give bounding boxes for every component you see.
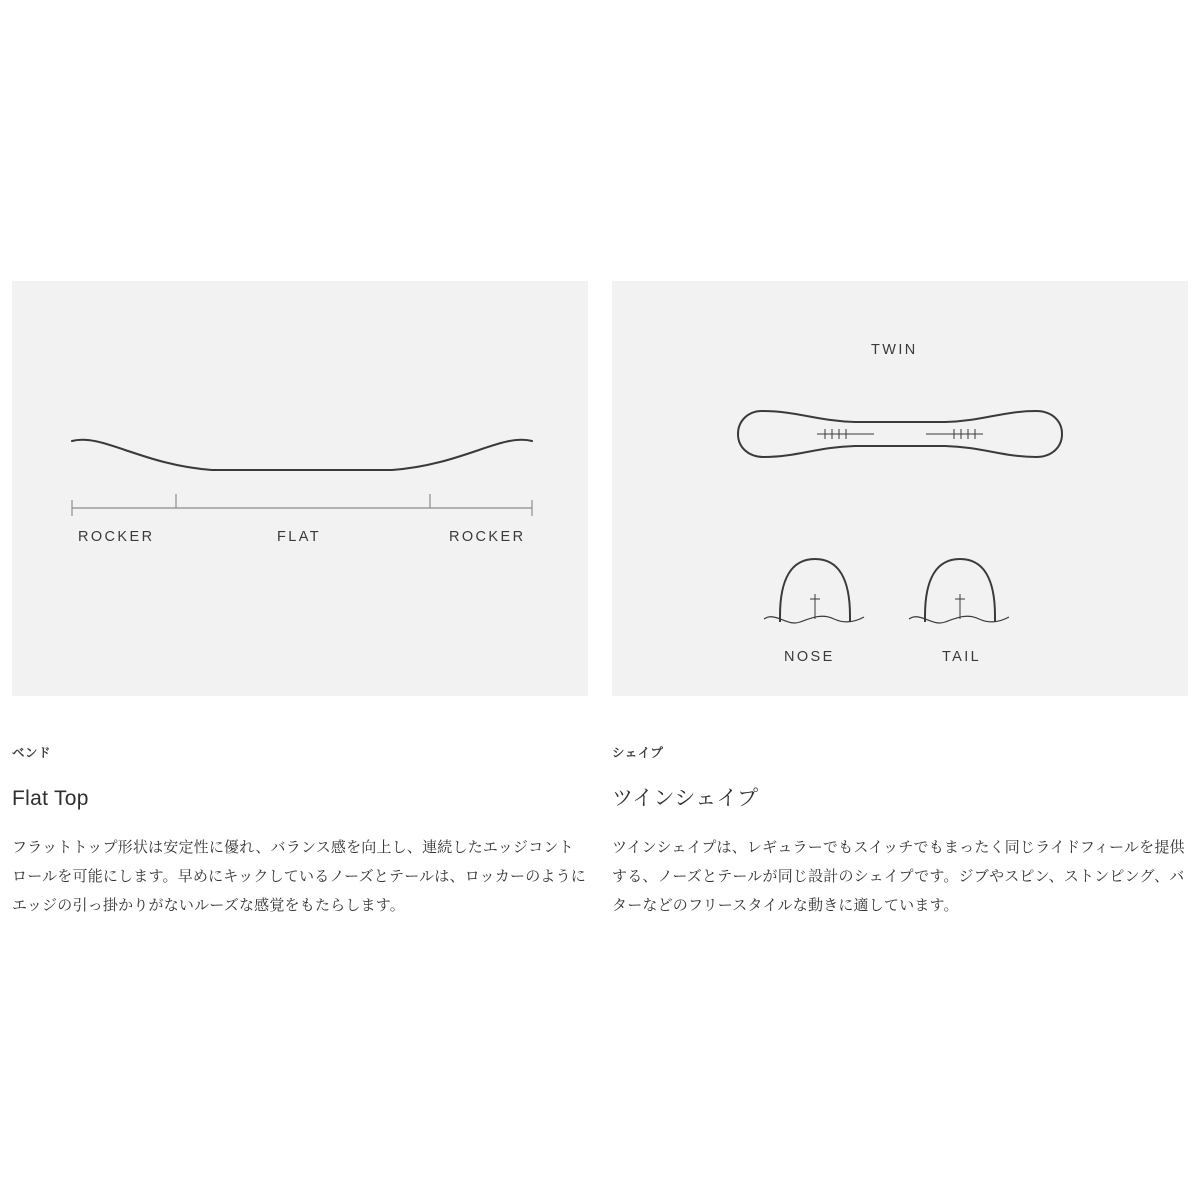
shape-label-nose: NOSE [784, 649, 835, 665]
bend-description: フラットトップ形状は安定性に優れ、バランス感を向上し、連続したエッジコントロールを可能にします。早めにキックしているノーズとテールは、ロッカーのようにエッジの引っ掛かりがないルーズな感覚をもたらします。 [12, 838, 587, 915]
bend-label-flat: FLAT [277, 529, 321, 545]
shape-diagram [612, 281, 1188, 696]
shape-description: ツインシェイプは、レギュラーでもスイッチでもまったく同じライドフィールを提供する、ノーズとテールが同じ設計のシェイプです。ジブやスピン、ストンピング、バターなどのフリースタイルな動きに適しています。 [612, 838, 1185, 915]
bend-label-rocker-nose: ROCKER [78, 529, 155, 545]
shape-label-tail: TAIL [942, 649, 982, 665]
bend-label-rocker-tail: ROCKER [449, 529, 526, 545]
bend-title: Flat Top [12, 786, 89, 810]
shape-kicker: シェイプ [612, 746, 664, 760]
section-shape [612, 281, 1188, 920]
shape-label-twin: TWIN [871, 342, 918, 358]
bend-kicker: ベンド [12, 746, 52, 760]
content-grid [0, 281, 1200, 920]
bend-caption-block [12, 696, 588, 920]
shape-title: ツインシェイプ [612, 786, 759, 810]
section-bend [12, 281, 588, 920]
bend-profile-diagram [12, 281, 588, 696]
shape-caption-block [612, 696, 1188, 920]
